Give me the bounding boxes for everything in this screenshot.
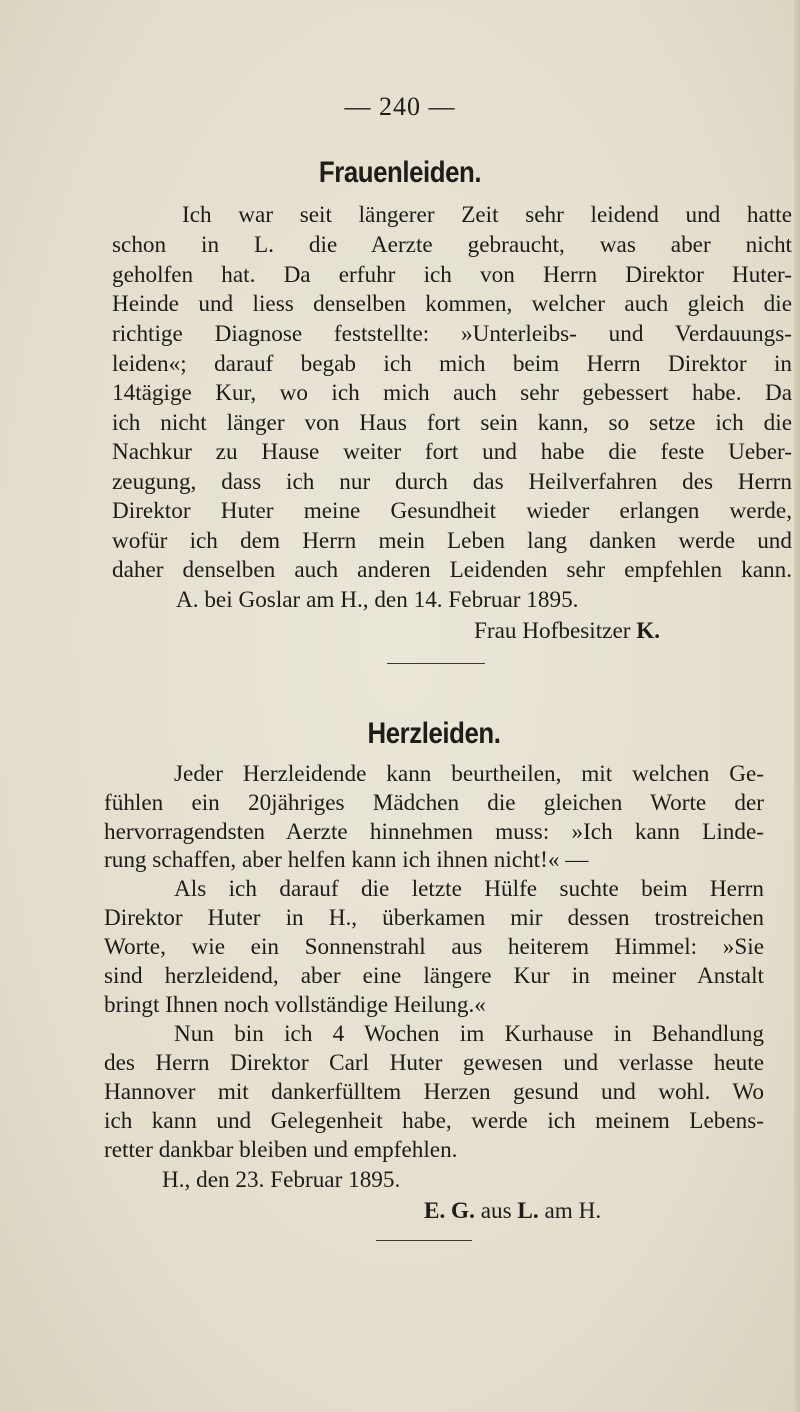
signature-2-aus: aus: [480, 1198, 512, 1224]
paragraph-line: ich nicht länger von Haus fort sein kann, so setze ich die: [112, 410, 792, 436]
section-divider: [376, 1240, 472, 1241]
page-edge: [794, 0, 800, 1412]
section-divider: [387, 663, 485, 664]
paragraph-line: Heinde und liess denselben kommen, welcher auch gleich die: [112, 291, 792, 317]
place-date-1: A. bei Goslar am H., den 14. Februar 1895.: [176, 587, 579, 613]
paragraph-line: Jeder Herzleidende kann beurtheilen, mit welchen Ge-: [174, 761, 764, 787]
paragraph-line: zeugung, dass ich nur durch das Heilverfahren des Herrn: [112, 469, 792, 495]
section-title-herzleiden: Herzleiden.: [367, 717, 501, 750]
paragraph-line: ich kann und Gelegenheit habe, werde ich meinem Lebens-: [104, 1108, 764, 1134]
paragraph-line: rung schaffen, aber helfen kann ich ihnen nicht!« —: [104, 847, 589, 873]
place-date-2: H., den 23. Februar 1895.: [162, 1167, 401, 1193]
paragraph-line: des Herrn Direktor Carl Huter gewesen und verlasse heute: [104, 1050, 764, 1076]
paragraph-line: sind herzleidend, aber eine längere Kur in meiner Anstalt: [104, 963, 764, 989]
signature-2-initials: E. G.: [424, 1198, 475, 1224]
paragraph-line: wofür ich dem Herrn mein Leben lang danken werde und: [112, 528, 792, 554]
signature-1-initial: K.: [636, 618, 661, 644]
signature-2: [424, 1198, 601, 1225]
paragraph-line: 14tägige Kur, wo ich mich auch sehr gebessert habe. Da: [112, 380, 792, 406]
section-title-frauenleiden: Frauenleiden.: [318, 156, 482, 189]
paragraph-line: Hannover mit dankerfülltem Herzen gesund und wohl. Wo: [104, 1079, 764, 1105]
signature-2-place-suffix: am H.: [544, 1198, 602, 1224]
paragraph-line: hervorragendsten Aerzte hinnehmen muss: »Ich kann Linde-: [104, 819, 764, 845]
signature-1: [474, 618, 660, 645]
paragraph-line: Worte, wie ein Sonnenstrahl aus heiterem Himmel: »Sie: [104, 934, 764, 960]
paragraph-line: schon in L. die Aerzte gebraucht, was aber nicht: [112, 232, 792, 258]
paragraph-line: Nun bin ich 4 Wochen im Kurhause in Behandlung: [174, 1021, 764, 1047]
paragraph-line: fühlen ein 20jähriges Mädchen die gleichen Worte der: [104, 790, 764, 816]
paragraph-line: Ich war seit längerer Zeit sehr leidend und hatte: [182, 202, 792, 228]
paragraph-line: retter dankbar bleiben und empfehlen.: [104, 1137, 458, 1163]
paragraph-line: Nachkur zu Hause weiter fort und habe die feste Ueber-: [112, 439, 792, 465]
paragraph-line: richtige Diagnose feststellte: »Unterleibs- und Verdauungs-: [112, 321, 792, 347]
paragraph-line: bringt Ihnen noch vollständige Heilung.«: [104, 992, 486, 1018]
paragraph-line: geholfen hat. Da erfuhr ich von Herrn Direktor Huter-: [112, 262, 792, 288]
signature-1-prefix: Frau Hofbesitzer: [474, 618, 631, 644]
paragraph-line: Direktor Huter in H., überkamen mir dessen trostreichen: [104, 905, 764, 931]
paragraph-line: Als ich darauf die letzte Hülfe suchte beim Herrn: [174, 876, 764, 902]
page-number: — 240 —: [344, 92, 456, 121]
paragraph-line: daher denselben auch anderen Leidenden sehr empfehlen kann.: [112, 557, 792, 583]
paragraph-line: Direktor Huter meine Gesundheit wieder erlangen werde,: [112, 498, 792, 524]
signature-2-place-initial: L.: [517, 1198, 539, 1224]
paragraph-line: leiden«; darauf begab ich mich beim Herrn Direktor in: [112, 351, 792, 377]
